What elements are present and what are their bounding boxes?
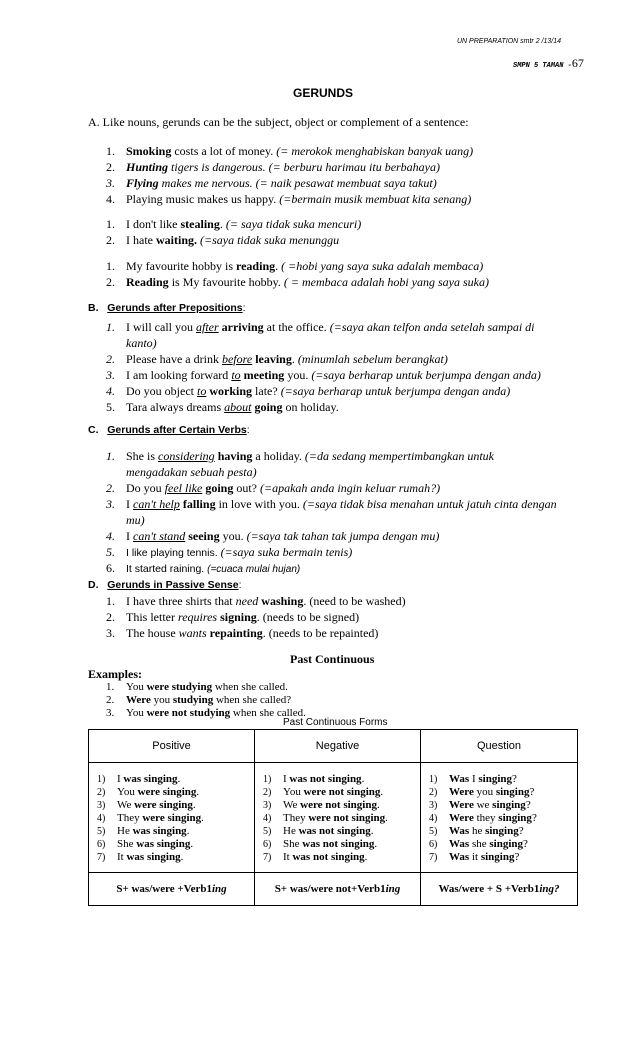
- table-row: 3) We were singing.: [97, 799, 196, 811]
- list-item-continuation: mu): [126, 513, 145, 527]
- table-row: 4) Were they singing?: [429, 812, 537, 824]
- formula-positive: S+ was/were +Verb1ing: [89, 873, 255, 906]
- table-row: 1) I was not singing.: [263, 773, 365, 785]
- table-row: 1) Was I singing?: [429, 773, 517, 785]
- table-row: 4) They were singing.: [97, 812, 204, 824]
- past-continuous-forms-table: [88, 729, 578, 906]
- list-item: 4. Do you object to working late? (=saya berharap untuk berjumpa dengan anda): [106, 384, 511, 398]
- header-school: [513, 56, 584, 71]
- examples-label: Examples:: [88, 667, 142, 681]
- table-row: 7) It was not singing.: [263, 851, 368, 863]
- list-item: 2. Please have a drink before leaving. (minumlah sebelum berangkat): [106, 352, 448, 366]
- question-forms-cell: [421, 763, 578, 873]
- table-row: 5) Was he singing?: [429, 825, 524, 837]
- table-row: 2) Were you singing?: [429, 786, 535, 798]
- table-row: 6) She was singing.: [97, 838, 194, 850]
- header-school-label: SMPN 5 TAMAN -: [513, 62, 572, 70]
- list-item: 1. I don't like stealing. (= saya tidak suka mencuri): [106, 217, 362, 231]
- table-row: 6) Was she singing?: [429, 838, 528, 850]
- header-negative: Negative: [255, 730, 421, 763]
- list-item: 1. I will call you after arriving at the office. (=saya akan telfon anda setelah sampai di: [106, 320, 535, 334]
- table-row: 5) He was singing.: [97, 825, 190, 837]
- list-item: 1. Smoking costs a lot of money. (= merokok menghabiskan banyak uang): [106, 144, 474, 158]
- header-positive: Positive: [89, 730, 255, 763]
- section-c-heading: C. Gerunds after Certain Verbs:: [88, 424, 250, 436]
- list-item: 3. I am looking forward to meeting you. (=saya berharap untuk berjumpa dengan anda): [106, 368, 541, 382]
- list-item: 3. Flying makes me nervous. (= naik pesawat membuat saya takut): [106, 176, 437, 190]
- list-item: 3. I can't help falling in love with you. (=saya tidak bisa menahan untuk jatuh cinta dengan: [106, 497, 557, 511]
- table-row: 2) You were singing.: [97, 786, 200, 798]
- table-row: 6) She was not singing.: [263, 838, 378, 850]
- page-number: 67: [571, 56, 584, 70]
- list-item: 2. I hate waiting. (=saya tidak suka menunggu: [106, 233, 340, 247]
- list-item-continuation: mengadakan sebuah pesta): [126, 465, 257, 479]
- past-continuous-title: Past Continuous: [290, 652, 375, 666]
- formula-question: Was/were + S +Verb1ing?: [421, 873, 578, 906]
- header-doc-label: UN PREPARATION smtr 2 /13/14: [457, 38, 561, 45]
- table-row: 5) He was not singing.: [263, 825, 374, 837]
- page-title: GERUNDS: [293, 86, 354, 100]
- example-item: 1. You were studying when she called.: [106, 681, 288, 693]
- table-row: 3) We were not singing.: [263, 799, 380, 811]
- list-item: 3. The house wants repainting. (needs to be repainted): [106, 626, 379, 640]
- list-item: 1. My favourite hobby is reading. ( =hobi yang saya suka adalah membaca): [106, 259, 484, 273]
- section-a-intro: A. Like nouns, gerunds can be the subject, object or complement of a sentence:: [88, 115, 469, 129]
- header-question: Question: [421, 730, 578, 763]
- list-item: 4. I can't stand seeing you. (=saya tak tahan tak jumpa dengan mu): [106, 529, 440, 543]
- list-item: 1. I have three shirts that need washing. (need to be washed): [106, 594, 406, 608]
- section-d-heading: D. Gerunds in Passive Sense:: [88, 579, 242, 591]
- list-item: 6. It started raining. (=cuaca mulai hujan): [106, 561, 301, 575]
- list-item: 4. Playing music makes us happy. (=bermain musik membuat kita senang): [106, 192, 472, 206]
- list-item: 5. Tara always dreams about going on holiday.: [106, 400, 339, 414]
- list-item: 2. Hunting tigers is dangerous. (= berburu harimau itu berbahaya): [106, 160, 441, 174]
- table-row: 1) I was singing.: [97, 773, 181, 785]
- list-item: 2. Do you feel like going out? (=apakah anda ingin keluar rumah?): [106, 481, 441, 495]
- table-row: 2) You were not singing.: [263, 786, 384, 798]
- example-item: 2. Were you studying when she called?: [106, 694, 292, 706]
- list-item-continuation: kanto): [126, 336, 157, 350]
- list-item: 1. She is considering having a holiday. (=da sedang mempertimbangkan untuk: [106, 449, 494, 463]
- list-item: 2. Reading is My favourite hobby. ( = membaca adalah hobi yang saya suka): [106, 275, 489, 289]
- table-row: 4) They were not singing.: [263, 812, 388, 824]
- table-row: 7) It was singing.: [97, 851, 184, 863]
- positive-forms-cell: [89, 763, 255, 873]
- negative-forms-cell: [255, 763, 421, 873]
- list-item: 2. This letter requires signing. (needs to be signed): [106, 610, 360, 624]
- forms-caption: Past Continuous Forms: [283, 717, 388, 728]
- example-item: 3. You were not studying when she called.: [106, 707, 306, 719]
- section-b-heading: B. Gerunds after Prepositions:: [88, 302, 246, 314]
- list-item: 5. I like playing tennis. (=saya suka bermain tenis): [106, 545, 353, 559]
- formula-negative: S+ was/were not+Verb1ing: [255, 873, 421, 906]
- table-row: 3) Were we singing?: [429, 799, 531, 811]
- table-row: 7) Was it singing?: [429, 851, 520, 863]
